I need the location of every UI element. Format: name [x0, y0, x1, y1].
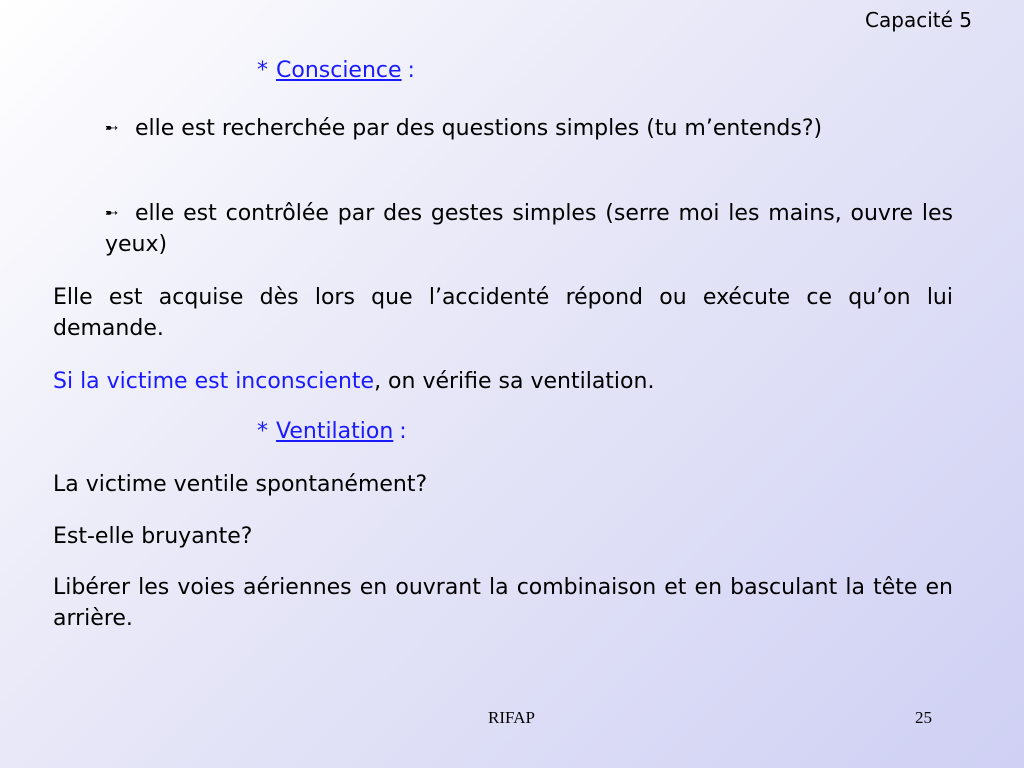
paragraph: La victime ventile spontanément? — [53, 472, 428, 497]
paragraph: Est-elle bruyante? — [53, 524, 253, 549]
slide-corner-label: Capacité 5 — [865, 8, 972, 32]
star-marker: * — [257, 58, 268, 83]
bullet-text: elle est contrôlée par des gestes simples (serre moi les mains, ouvre les yeux) — [105, 201, 953, 257]
paragraph-text: , on vérifie sa ventilation. — [374, 369, 655, 394]
heading-ventilation — [257, 419, 407, 444]
footer-label: RIFAP — [488, 708, 535, 727]
star-marker: * — [257, 419, 268, 444]
page-number: 25 — [915, 708, 932, 727]
heading-colon: : — [399, 419, 407, 444]
heading-conscience — [257, 58, 415, 83]
paragraph: Libérer les voies aériennes en ouvrant la combinaison et en basculant la tête en arrière. — [53, 575, 953, 631]
heading-conscience-word: Conscience — [276, 58, 402, 83]
arrow-bullet-icon: ➸ — [105, 118, 119, 137]
paragraph — [53, 366, 953, 397]
bullet-item — [105, 112, 953, 144]
arrow-bullet-icon: ➸ — [105, 203, 119, 222]
bullet-item — [105, 197, 953, 260]
heading-colon: : — [407, 58, 415, 83]
paragraph: Elle est acquise dès lors que l’accidenté répond ou exécute ce qu’on lui demande. — [53, 285, 953, 341]
bullet-text: elle est recherchée par des questions simples (tu m’entends?) — [135, 116, 823, 141]
heading-ventilation-word: Ventilation — [276, 419, 394, 444]
highlight-text: Si la victime est inconsciente — [53, 369, 375, 394]
